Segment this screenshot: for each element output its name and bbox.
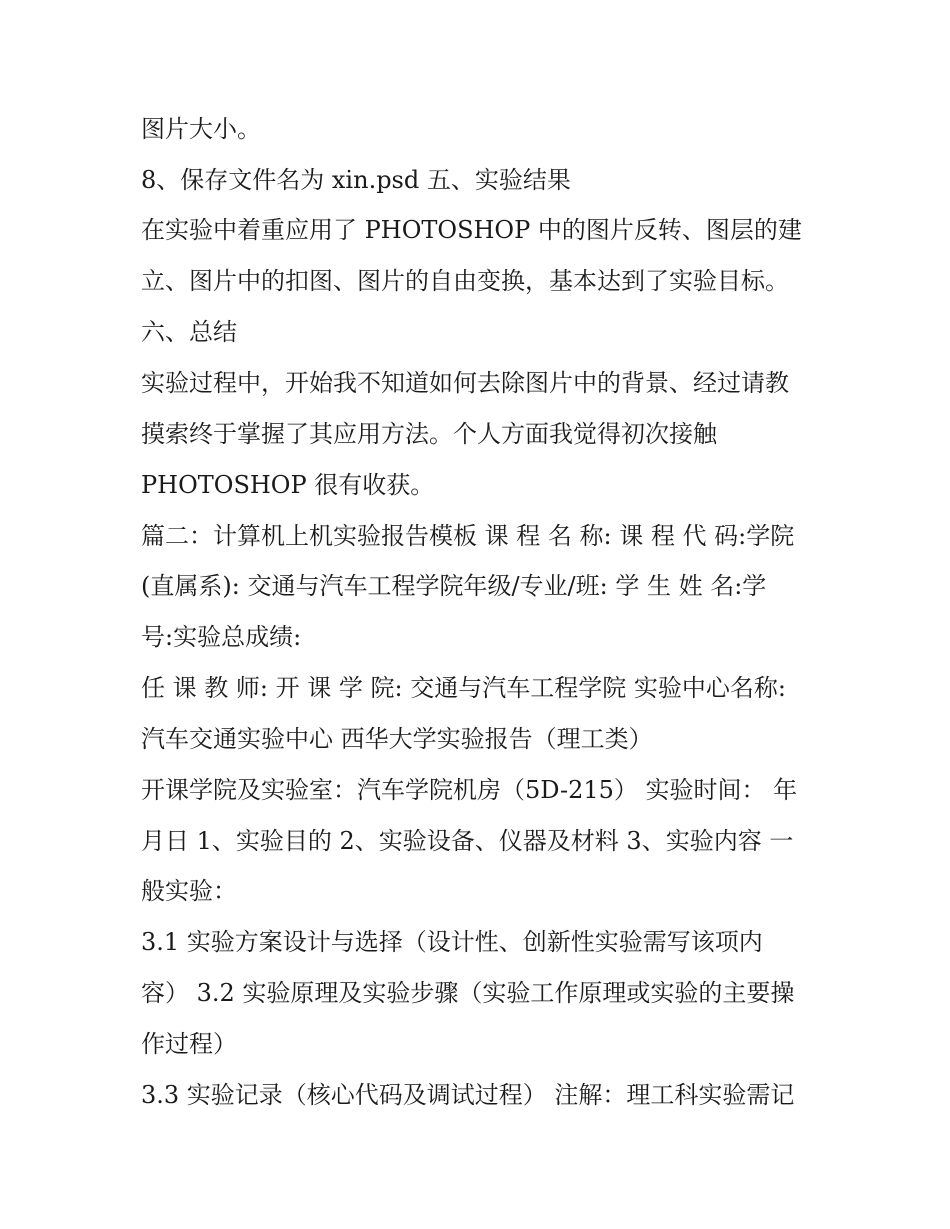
text-line: 3.1 实验方案设计与选择（设计性、创新性实验需写该项内 [141,928,763,956]
text-line: 汽车交通实验中心 西华大学实验报告（理工类） [141,725,653,753]
text-line: 号:实验总成绩: [141,623,302,651]
text-line: 篇二：计算机上机实验报告模板 课 程 名 称: 课 程 代 码:学院 [141,522,795,550]
text-line: (直属系): 交通与汽车工程学院年级/专业/班: 学 生 姓 名:学 [141,572,767,600]
text-line: 图片大小。 [141,115,261,143]
text-line: 8、保存文件名为 xin.psd 五、实验结果 [141,166,571,194]
text-line: PHOTOSHOP 很有收获。 [141,471,435,499]
text-line: 摸索终于掌握了其应用方法。个人方面我觉得初次接触 [141,420,717,448]
text-line: 容） 3.2 实验原理及实验步骤（实验工作原理或实验的主要操 [141,979,795,1007]
text-line: 在实验中着重应用了 PHOTOSHOP 中的图片反转、图层的建 [141,216,802,244]
text-line: 六、总结 [141,318,237,346]
text-line: 3.3 实验记录（核心代码及调试过程） 注解：理工科实验需记 [141,1081,795,1109]
text-line: 开课学院及实验室：汽车学院机房（5D-215） 实验时间： 年 [141,776,798,804]
text-line: 作过程） [141,1030,237,1058]
text-line: 任 课 教 师: 开 课 学 院: 交通与汽车工程学院 实验中心名称: [141,674,786,702]
text-line: 月日 1、实验目的 2、实验设备、仪器及材料 3、实验内容 一 [141,827,794,855]
text-line: 立、图片中的扣图、图片的自由变换，基本达到了实验目标。 [141,267,789,295]
text-line: 般实验： [141,877,237,905]
text-line: 实验过程中，开始我不知道如何去除图片中的背景、经过请教 [141,369,789,397]
